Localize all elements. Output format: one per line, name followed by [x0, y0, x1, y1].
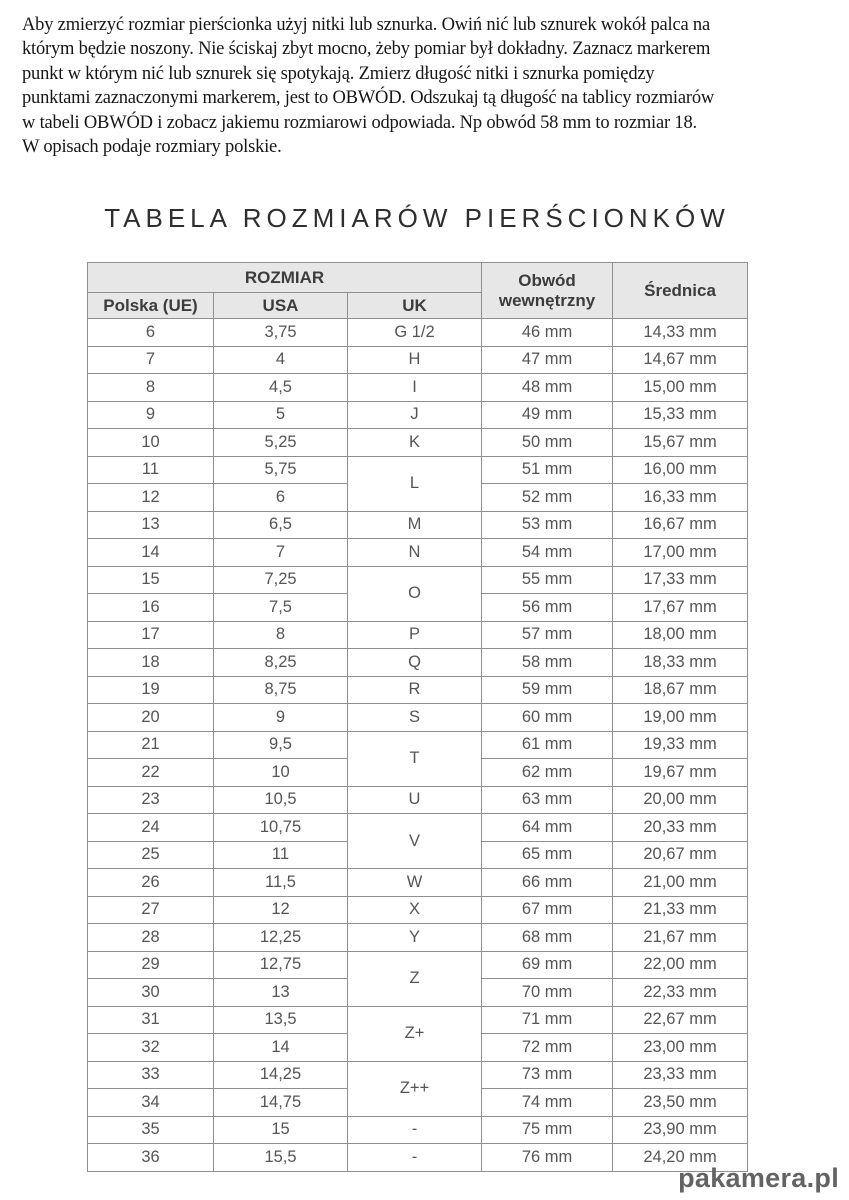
cell-polska: 24 — [88, 814, 214, 842]
cell-obwod: 49 mm — [482, 401, 613, 429]
cell-usa: 8,75 — [214, 676, 348, 704]
cell-polska: 20 — [88, 704, 214, 732]
cell-polska: 23 — [88, 786, 214, 814]
cell-srednica: 22,67 mm — [613, 1006, 748, 1034]
cell-uk: U — [348, 786, 482, 814]
cell-obwod: 72 mm — [482, 1034, 613, 1062]
intro-line: punkt w którym nić lub sznurek się spotykają. Zmierz długość nitki i sznurka pomiędzy — [22, 63, 655, 84]
cell-srednica: 18,67 mm — [613, 676, 748, 704]
cell-uk: W — [348, 869, 482, 897]
cell-srednica: 18,33 mm — [613, 649, 748, 677]
cell-srednica: 19,67 mm — [613, 759, 748, 787]
cell-srednica: 23,50 mm — [613, 1089, 748, 1117]
cell-polska: 14 — [88, 539, 214, 567]
cell-srednica: 24,20 mm — [613, 1144, 748, 1172]
cell-polska: 36 — [88, 1144, 214, 1172]
cell-srednica: 20,67 mm — [613, 841, 748, 869]
intro-line: Aby zmierzyć rozmiar pierścionka użyj nitki lub sznurka. Owiń nić lub sznurek wokół palca na — [22, 15, 710, 35]
cell-usa: 6 — [214, 484, 348, 512]
cell-usa: 3,75 — [214, 319, 348, 347]
cell-polska: 17 — [88, 621, 214, 649]
cell-usa: 5,75 — [214, 456, 348, 484]
cell-uk: V — [348, 814, 482, 869]
table-row — [88, 539, 748, 567]
cell-obwod: 65 mm — [482, 841, 613, 869]
cell-usa: 12,25 — [214, 924, 348, 952]
cell-srednica: 23,90 mm — [613, 1116, 748, 1144]
cell-usa: 14 — [214, 1034, 348, 1062]
table-row — [88, 814, 748, 842]
table-row — [88, 319, 748, 347]
cell-polska: 11 — [88, 456, 214, 484]
cell-usa: 5,25 — [214, 429, 348, 457]
table-row — [88, 1116, 748, 1144]
cell-usa: 6,5 — [214, 511, 348, 539]
table-row — [88, 1006, 748, 1034]
cell-uk: Q — [348, 649, 482, 677]
header-usa: USA — [214, 293, 348, 319]
cell-obwod: 56 mm — [482, 594, 613, 622]
cell-polska: 35 — [88, 1116, 214, 1144]
cell-usa: 14,75 — [214, 1089, 348, 1117]
cell-obwod: 71 mm — [482, 1006, 613, 1034]
cell-uk: L — [348, 456, 482, 511]
cell-obwod: 68 mm — [482, 924, 613, 952]
cell-polska: 22 — [88, 759, 214, 787]
cell-polska: 27 — [88, 896, 214, 924]
table-row — [88, 676, 748, 704]
cell-usa: 7,25 — [214, 566, 348, 594]
cell-srednica: 23,00 mm — [613, 1034, 748, 1062]
cell-usa: 13 — [214, 979, 348, 1007]
header-rozmiar: ROZMIAR — [88, 263, 482, 293]
cell-polska: 19 — [88, 676, 214, 704]
cell-srednica: 16,33 mm — [613, 484, 748, 512]
cell-srednica: 20,33 mm — [613, 814, 748, 842]
cell-usa: 11,5 — [214, 869, 348, 897]
cell-usa: 10 — [214, 759, 348, 787]
header-uk: UK — [348, 293, 482, 319]
cell-uk: I — [348, 374, 482, 402]
cell-srednica: 22,00 mm — [613, 951, 748, 979]
cell-obwod: 61 mm — [482, 731, 613, 759]
cell-polska: 18 — [88, 649, 214, 677]
cell-obwod: 73 mm — [482, 1061, 613, 1089]
table-row — [88, 456, 748, 484]
table-row — [88, 951, 748, 979]
cell-polska: 8 — [88, 374, 214, 402]
cell-uk: N — [348, 539, 482, 567]
cell-uk: T — [348, 731, 482, 786]
cell-usa: 8 — [214, 621, 348, 649]
cell-obwod: 66 mm — [482, 869, 613, 897]
cell-srednica: 17,00 mm — [613, 539, 748, 567]
table-row — [88, 786, 748, 814]
table-row — [88, 429, 748, 457]
cell-srednica: 19,00 mm — [613, 704, 748, 732]
cell-obwod: 69 mm — [482, 951, 613, 979]
cell-polska: 12 — [88, 484, 214, 512]
table-row — [88, 566, 748, 594]
cell-usa: 15,5 — [214, 1144, 348, 1172]
cell-polska: 31 — [88, 1006, 214, 1034]
cell-polska: 9 — [88, 401, 214, 429]
table-row — [88, 924, 748, 952]
cell-polska: 13 — [88, 511, 214, 539]
table-row — [88, 869, 748, 897]
cell-obwod: 54 mm — [482, 539, 613, 567]
cell-polska: 32 — [88, 1034, 214, 1062]
cell-obwod: 63 mm — [482, 786, 613, 814]
cell-obwod: 60 mm — [482, 704, 613, 732]
cell-srednica: 22,33 mm — [613, 979, 748, 1007]
cell-srednica: 18,00 mm — [613, 621, 748, 649]
cell-uk: Z — [348, 951, 482, 1006]
header-obwod: Obwód wewnętrzny — [482, 263, 613, 319]
cell-polska: 25 — [88, 841, 214, 869]
cell-usa: 7,5 — [214, 594, 348, 622]
cell-polska: 7 — [88, 346, 214, 374]
table-row — [88, 1144, 748, 1172]
cell-uk: P — [348, 621, 482, 649]
cell-srednica: 15,00 mm — [613, 374, 748, 402]
cell-polska: 10 — [88, 429, 214, 457]
cell-srednica: 14,33 mm — [613, 319, 748, 347]
cell-srednica: 16,00 mm — [613, 456, 748, 484]
cell-usa: 4,5 — [214, 374, 348, 402]
cell-usa: 12,75 — [214, 951, 348, 979]
table-row — [88, 896, 748, 924]
cell-srednica: 17,67 mm — [613, 594, 748, 622]
cell-obwod: 53 mm — [482, 511, 613, 539]
table-row — [88, 346, 748, 374]
cell-uk: S — [348, 704, 482, 732]
table-row — [88, 621, 748, 649]
cell-usa: 7 — [214, 539, 348, 567]
cell-usa: 11 — [214, 841, 348, 869]
table-row — [88, 401, 748, 429]
cell-obwod: 74 mm — [482, 1089, 613, 1117]
cell-uk: Z++ — [348, 1061, 482, 1116]
cell-usa: 10,5 — [214, 786, 348, 814]
cell-obwod: 50 mm — [482, 429, 613, 457]
cell-srednica: 21,33 mm — [613, 896, 748, 924]
cell-uk: H — [348, 346, 482, 374]
cell-polska: 30 — [88, 979, 214, 1007]
cell-polska: 6 — [88, 319, 214, 347]
cell-srednica: 17,33 mm — [613, 566, 748, 594]
table-row — [88, 649, 748, 677]
cell-srednica: 15,67 mm — [613, 429, 748, 457]
cell-srednica: 21,67 mm — [613, 924, 748, 952]
table-row — [88, 731, 748, 759]
cell-uk: - — [348, 1116, 482, 1144]
header-row-group — [88, 263, 748, 293]
intro-line: punktami zaznaczonymi markerem, jest to OBWÓD. Odszukaj tą długość na tablicy rozmiarów — [22, 88, 715, 109]
cell-obwod: 75 mm — [482, 1116, 613, 1144]
cell-usa: 10,75 — [214, 814, 348, 842]
intro-line: W opisach podaje rozmiary polskie. — [22, 137, 282, 158]
watermark: pakamera.pl — [678, 1163, 839, 1193]
cell-polska: 28 — [88, 924, 214, 952]
cell-obwod: 76 mm — [482, 1144, 613, 1172]
cell-obwod: 67 mm — [482, 896, 613, 924]
cell-polska: 34 — [88, 1089, 214, 1117]
intro-paragraph — [22, 13, 832, 159]
cell-uk: X — [348, 896, 482, 924]
cell-srednica: 14,67 mm — [613, 346, 748, 374]
table-header — [88, 263, 748, 319]
cell-obwod: 62 mm — [482, 759, 613, 787]
cell-srednica: 21,00 mm — [613, 869, 748, 897]
table-row — [88, 374, 748, 402]
cell-polska: 16 — [88, 594, 214, 622]
cell-srednica: 15,33 mm — [613, 401, 748, 429]
cell-polska: 26 — [88, 869, 214, 897]
page-title: TABELA ROZMIARÓW PIERŚCIONKÓW — [104, 203, 730, 233]
cell-polska: 33 — [88, 1061, 214, 1089]
cell-polska: 21 — [88, 731, 214, 759]
cell-obwod: 55 mm — [482, 566, 613, 594]
cell-obwod: 46 mm — [482, 319, 613, 347]
header-srednica: Średnica — [613, 263, 748, 319]
table-row — [88, 1061, 748, 1089]
cell-uk: G 1/2 — [348, 319, 482, 347]
cell-obwod: 59 mm — [482, 676, 613, 704]
cell-usa: 12 — [214, 896, 348, 924]
cell-uk: M — [348, 511, 482, 539]
intro-line: w tabeli OBWÓD i zobacz jakiemu rozmiarowi odpowiada. Np obwód 58 mm to rozmiar 18. — [22, 112, 697, 133]
table-row — [88, 511, 748, 539]
cell-obwod: 64 mm — [482, 814, 613, 842]
cell-obwod: 51 mm — [482, 456, 613, 484]
cell-usa: 9 — [214, 704, 348, 732]
cell-uk: J — [348, 401, 482, 429]
cell-uk: - — [348, 1144, 482, 1172]
cell-obwod: 47 mm — [482, 346, 613, 374]
cell-polska: 15 — [88, 566, 214, 594]
cell-uk: R — [348, 676, 482, 704]
cell-srednica: 16,67 mm — [613, 511, 748, 539]
cell-obwod: 57 mm — [482, 621, 613, 649]
cell-uk: Y — [348, 924, 482, 952]
cell-usa: 9,5 — [214, 731, 348, 759]
cell-uk: Z+ — [348, 1006, 482, 1061]
cell-usa: 15 — [214, 1116, 348, 1144]
header-polska: Polska (UE) — [88, 293, 214, 319]
cell-usa: 5 — [214, 401, 348, 429]
intro-line: którym będzie noszony. Nie ściskaj zbyt mocno, żeby pomiar był dokładny. Zaznacz markerem — [22, 39, 711, 60]
cell-srednica: 23,33 mm — [613, 1061, 748, 1089]
cell-usa: 4 — [214, 346, 348, 374]
cell-obwod: 48 mm — [482, 374, 613, 402]
cell-obwod: 52 mm — [482, 484, 613, 512]
cell-usa: 13,5 — [214, 1006, 348, 1034]
cell-uk: O — [348, 566, 482, 621]
cell-obwod: 70 mm — [482, 979, 613, 1007]
cell-usa: 14,25 — [214, 1061, 348, 1089]
cell-obwod: 58 mm — [482, 649, 613, 677]
ring-size-table — [87, 262, 748, 1172]
cell-uk: K — [348, 429, 482, 457]
cell-polska: 29 — [88, 951, 214, 979]
cell-srednica: 20,00 mm — [613, 786, 748, 814]
cell-srednica: 19,33 mm — [613, 731, 748, 759]
cell-usa: 8,25 — [214, 649, 348, 677]
table-row — [88, 704, 748, 732]
size-table-body — [88, 319, 748, 1172]
